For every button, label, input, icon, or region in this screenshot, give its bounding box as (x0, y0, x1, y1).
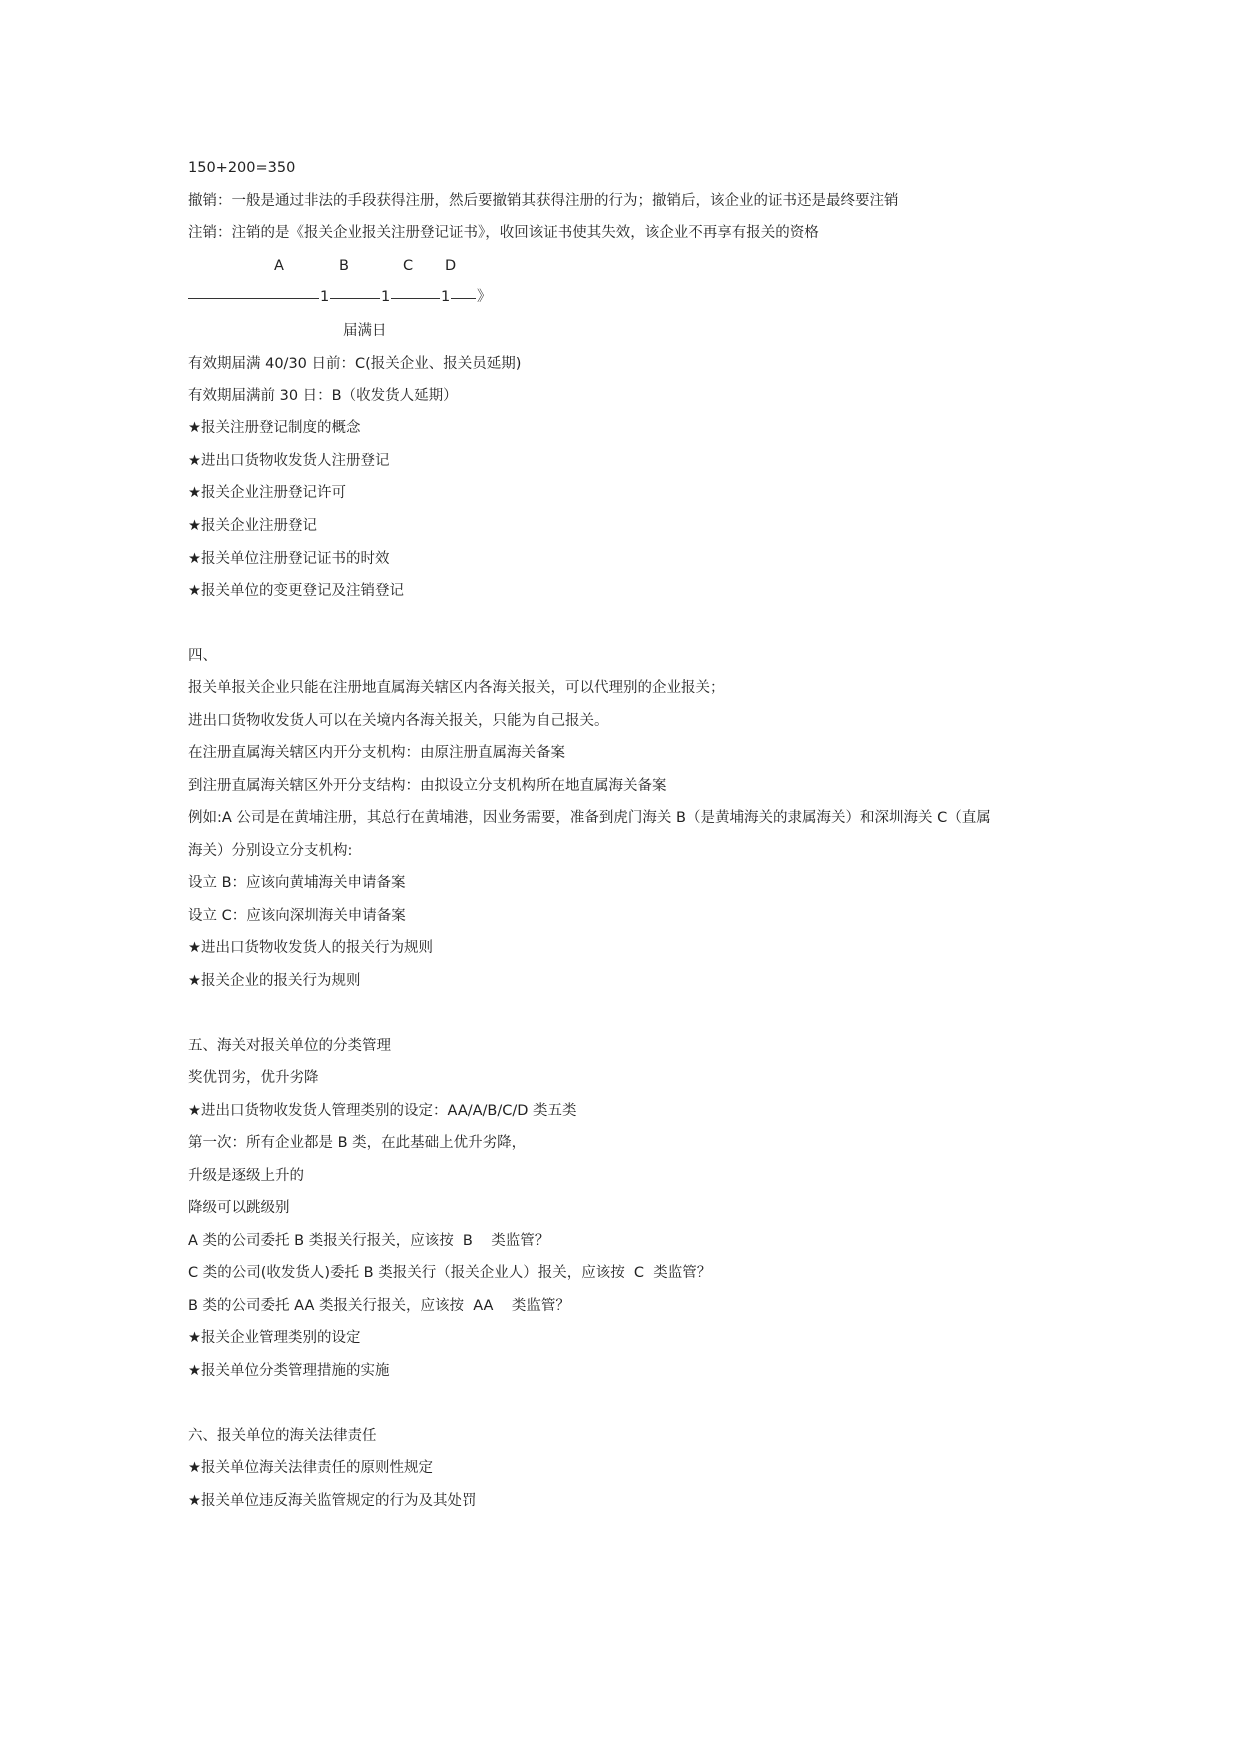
timeline-axis (188, 298, 476, 299)
bullet-item: ★进出口货物收发货人注册登记 (188, 453, 390, 469)
bullet-item: ★报关企业管理类别的设定 (188, 1330, 361, 1346)
example-line: 海关）分别设立分支机构: (188, 843, 353, 859)
bullet-item: ★报关企业注册登记 (188, 518, 317, 534)
text-line: 有效期届满 40/30 日前：C(报关企业、报关员延期) (188, 356, 522, 372)
bullet-item: ★报关单位的变更登记及注销登记 (188, 583, 404, 599)
text-line: 第一次：所有企业都是 B 类，在此基础上优升劣降， (188, 1135, 527, 1151)
text-line: 进出口货物收发货人可以在关境内各海关报关，只能为自己报关。 (188, 713, 609, 729)
timeline-label-b: B (339, 258, 349, 274)
calc-line: 150+200=350 (188, 160, 296, 176)
text-line: 报关单报关企业只能在注册地直属海关辖区内各海关报关，可以代理别的企业报关； (188, 680, 725, 696)
text-line: 降级可以跳级别 (188, 1200, 290, 1216)
timeline-mark-1: 1 (320, 289, 330, 305)
bullet-item: ★进出口货物收发货人的报关行为规则 (188, 940, 433, 956)
bullet-item: ★进出口货物收发货人管理类别的设定：AA/A/B/C/D 类五类 (188, 1103, 577, 1119)
text-line: 设立 B：应该向黄埔海关申请备案 (188, 875, 406, 891)
text-line: 设立 C：应该向深圳海关申请备案 (188, 908, 406, 924)
timeline-label-d: D (445, 258, 457, 274)
bullet-item: ★报关单位违反海关监管规定的行为及其处罚 (188, 1493, 477, 1509)
revocation-definition: 撤销：一般是通过非法的手段获得注册，然后要撤销其获得注册的行为；撤销后，该企业的证书还是最终要注销 (188, 193, 899, 209)
section-heading-6: 六、报关单位的海关法律责任 (188, 1428, 377, 1444)
section-heading-5: 五、海关对报关单位的分类管理 (188, 1038, 391, 1054)
timeline-arrow-end: 》 (477, 289, 492, 305)
text-line: 有效期届满前 30 日：B（收发货人延期） (188, 388, 458, 404)
cancellation-definition: 注销：注销的是《报关企业报关注册登记证书》，收回该证书使其失效，该企业不再享有报关的资格 (188, 225, 819, 241)
bullet-item: ★报关注册登记制度的概念 (188, 420, 361, 436)
section-heading-4: 四、 (188, 648, 217, 664)
timeline-caption: 届满日 (343, 323, 387, 339)
timeline-label-c: C (403, 258, 414, 274)
text-line: 在注册直属海关辖区内开分支机构：由原注册直属海关备案 (188, 745, 565, 761)
bullet-item: ★报关单位分类管理措施的实施 (188, 1363, 390, 1379)
question-line: C 类的公司(收发货人)委托 B 类报关行（报关企业人）报关，应该按 C 类监管？ (188, 1265, 712, 1281)
text-line: 升级是逐级上升的 (188, 1168, 304, 1184)
text-line: 奖优罚劣，优升劣降 (188, 1070, 319, 1086)
timeline-mark-2: 1 (381, 289, 391, 305)
bullet-item: ★报关企业的报关行为规则 (188, 973, 361, 989)
bullet-item: ★报关企业注册登记许可 (188, 485, 346, 501)
timeline-label-a: A (274, 258, 284, 274)
question-line: B 类的公司委托 AA 类报关行报关，应该按 AA 类监管？ (188, 1298, 570, 1314)
timeline-mark-3: 1 (441, 289, 451, 305)
bullet-item: ★报关单位注册登记证书的时效 (188, 551, 390, 567)
text-line: 到注册直属海关辖区外开分支结构：由拟设立分支机构所在地直属海关备案 (188, 778, 667, 794)
bullet-item: ★报关单位海关法律责任的原则性规定 (188, 1460, 433, 1476)
example-line: 例如:A 公司是在黄埔注册，其总行在黄埔港，因业务需要，准备到虎门海关 B（是黄埔海关的隶属海关）和深圳海关 C（直属 (188, 810, 991, 826)
question-line: A 类的公司委托 B 类报关行报关，应该按 B 类监管？ (188, 1233, 550, 1249)
